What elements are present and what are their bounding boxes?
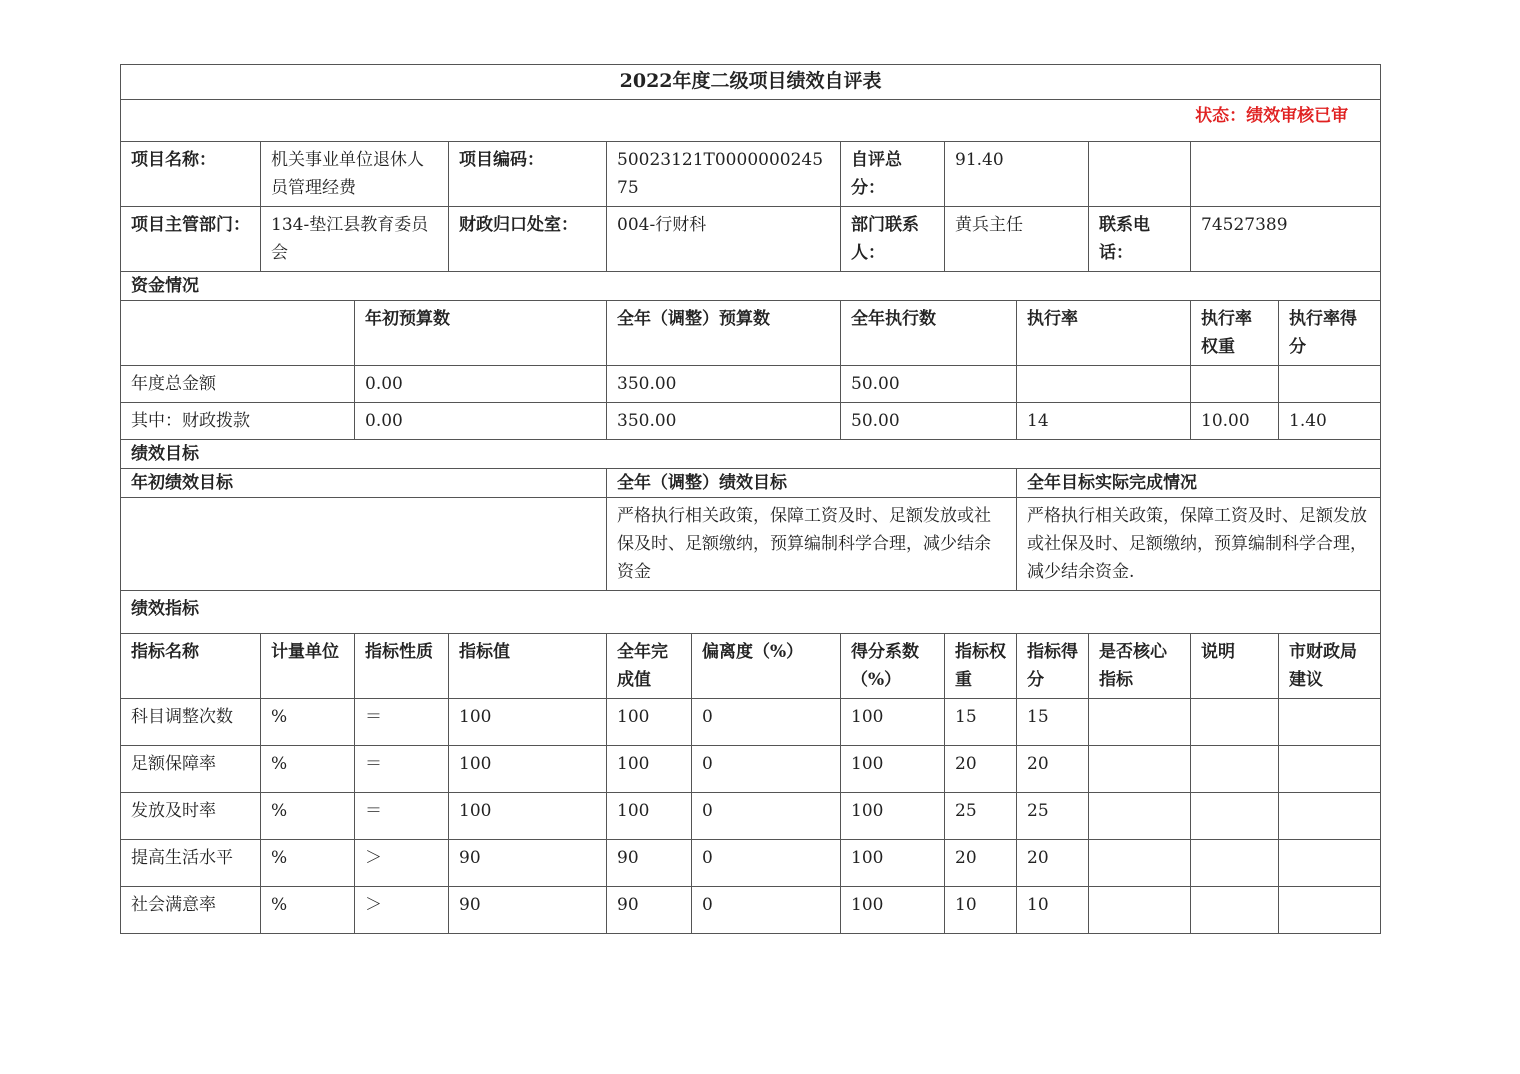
- info-row-2: [121, 207, 1381, 272]
- indicators-section-title: 绩效指标: [121, 591, 1381, 634]
- ind-cell: [1279, 746, 1381, 793]
- ind-cell: 100: [841, 699, 945, 746]
- ind-header: 市财政局建议: [1279, 634, 1381, 699]
- ind-cell: 15: [1017, 699, 1089, 746]
- funds-row-label: 其中：财政拨款: [121, 403, 355, 440]
- funds-score: 1.40: [1279, 403, 1381, 440]
- project-code-value: 50023121T000000024575: [607, 142, 841, 207]
- goals-adjusted-value: 严格执行相关政策，保障工资及时、足额发放或社保及时、足额缴纳，预算编制科学合理，减少结余资金: [607, 498, 1017, 591]
- goals-initial-value: [121, 498, 607, 591]
- ind-header: 计量单位: [261, 634, 355, 699]
- phone-label: 联系电话：: [1089, 207, 1191, 272]
- ind-cell: [1089, 793, 1191, 840]
- ind-cell: [1279, 793, 1381, 840]
- ind-cell: 90: [449, 887, 607, 934]
- goals-initial-label: 年初绩效目标: [121, 469, 607, 498]
- project-name-value: 机关事业单位退休人员管理经费: [261, 142, 449, 207]
- funds-section-title: 资金情况: [121, 272, 1381, 301]
- funds-row: [121, 366, 1381, 403]
- project-code-label: 项目编码：: [449, 142, 607, 207]
- funds-initial: 0.00: [355, 366, 607, 403]
- page-title: 2022年度二级项目绩效自评表: [121, 65, 1381, 100]
- ind-cell: 100: [841, 887, 945, 934]
- ind-header: 指标性质: [355, 634, 449, 699]
- table-row: [121, 746, 1381, 793]
- ind-cell: 25: [1017, 793, 1089, 840]
- ind-cell: %: [261, 699, 355, 746]
- table-row: [121, 887, 1381, 934]
- ind-cell: [1191, 746, 1279, 793]
- ind-cell: 100: [841, 840, 945, 887]
- ind-cell: 20: [945, 746, 1017, 793]
- funds-executed: 50.00: [841, 403, 1017, 440]
- funds-score: [1279, 366, 1381, 403]
- indicators-header-row: [121, 634, 1381, 699]
- funds-executed: 50.00: [841, 366, 1017, 403]
- self-score-value: 91.40: [945, 142, 1089, 207]
- ind-cell: [1191, 793, 1279, 840]
- funds-adjusted: 350.00: [607, 366, 841, 403]
- funds-weight: [1191, 366, 1279, 403]
- project-name-label: 项目名称：: [121, 142, 261, 207]
- ind-cell: 100: [449, 699, 607, 746]
- table-row: [121, 840, 1381, 887]
- info-row-1: [121, 142, 1381, 207]
- funds-header-weight: 执行率权重: [1191, 301, 1279, 366]
- contact-label: 部门联系人：: [841, 207, 945, 272]
- ind-cell: 25: [945, 793, 1017, 840]
- ind-cell: 100: [607, 699, 692, 746]
- ind-cell: 0: [692, 699, 841, 746]
- funds-header-score: 执行率得分: [1279, 301, 1381, 366]
- ind-cell: ＞: [355, 887, 449, 934]
- ind-cell: 90: [449, 840, 607, 887]
- funds-header-row: [121, 301, 1381, 366]
- ind-cell: 100: [449, 793, 607, 840]
- ind-cell: 90: [607, 840, 692, 887]
- ind-cell: 20: [1017, 746, 1089, 793]
- table-row: [121, 793, 1381, 840]
- goals-row: [121, 498, 1381, 591]
- funds-header-rate: 执行率: [1017, 301, 1191, 366]
- ind-cell: %: [261, 840, 355, 887]
- ind-cell: 100: [841, 746, 945, 793]
- ind-cell: 15: [945, 699, 1017, 746]
- ind-header: 指标名称: [121, 634, 261, 699]
- ind-cell: 10: [945, 887, 1017, 934]
- ind-cell: %: [261, 746, 355, 793]
- funds-rate: 14: [1017, 403, 1191, 440]
- empty-cell: [121, 301, 355, 366]
- ind-cell: [1089, 746, 1191, 793]
- ind-cell: 科目调整次数: [121, 699, 261, 746]
- ind-cell: ＞: [355, 840, 449, 887]
- ind-header: 全年完成值: [607, 634, 692, 699]
- ind-cell: %: [261, 793, 355, 840]
- empty-cell: [1191, 142, 1381, 207]
- ind-cell: 10: [1017, 887, 1089, 934]
- funds-row-label: 年度总金额: [121, 366, 355, 403]
- empty-cell: [1089, 142, 1191, 207]
- phone-value: 74527389: [1191, 207, 1381, 272]
- ind-header: 指标值: [449, 634, 607, 699]
- ind-cell: [1191, 699, 1279, 746]
- funds-adjusted: 350.00: [607, 403, 841, 440]
- ind-cell: [1191, 840, 1279, 887]
- ind-cell: 100: [607, 746, 692, 793]
- goals-adjusted-label: 全年（调整）绩效目标: [607, 469, 1017, 498]
- goals-actual-value: 严格执行相关政策，保障工资及时、足额发放或社保及时、足额缴纳，预算编制科学合理，减少结余资金.: [1017, 498, 1381, 591]
- ind-cell: 20: [945, 840, 1017, 887]
- ind-cell: 足额保障率: [121, 746, 261, 793]
- evaluation-table: [120, 64, 1381, 934]
- ind-cell: [1089, 840, 1191, 887]
- ind-cell: [1279, 699, 1381, 746]
- ind-cell: 100: [607, 793, 692, 840]
- ind-cell: 提高生活水平: [121, 840, 261, 887]
- funds-rate: [1017, 366, 1191, 403]
- ind-header: 指标得分: [1017, 634, 1089, 699]
- status-badge: 状态：绩效审核已审: [121, 100, 1381, 142]
- ind-cell: 发放及时率: [121, 793, 261, 840]
- dept-value: 134-垫江县教育委员会: [261, 207, 449, 272]
- ind-cell: 100: [449, 746, 607, 793]
- ind-header: 得分系数（%）: [841, 634, 945, 699]
- funds-initial: 0.00: [355, 403, 607, 440]
- funds-row: [121, 403, 1381, 440]
- ind-cell: 100: [841, 793, 945, 840]
- ind-cell: 0: [692, 840, 841, 887]
- ind-cell: 社会满意率: [121, 887, 261, 934]
- performance-evaluation-sheet: [120, 64, 1380, 934]
- funds-header-adjusted: 全年（调整）预算数: [607, 301, 841, 366]
- ind-cell: %: [261, 887, 355, 934]
- ind-cell: [1279, 887, 1381, 934]
- funds-weight: 10.00: [1191, 403, 1279, 440]
- goals-actual-label: 全年目标实际完成情况: [1017, 469, 1381, 498]
- ind-cell: 90: [607, 887, 692, 934]
- ind-header: 是否核心指标: [1089, 634, 1191, 699]
- dept-label: 项目主管部门：: [121, 207, 261, 272]
- ind-header: 偏离度（%）: [692, 634, 841, 699]
- ind-cell: [1191, 887, 1279, 934]
- goals-header-row: [121, 469, 1381, 498]
- ind-cell: [1089, 887, 1191, 934]
- funds-header-executed: 全年执行数: [841, 301, 1017, 366]
- ind-header: 指标权重: [945, 634, 1017, 699]
- finance-value: 004-行财科: [607, 207, 841, 272]
- ind-cell: [1089, 699, 1191, 746]
- finance-label: 财政归口处室：: [449, 207, 607, 272]
- ind-cell: 0: [692, 746, 841, 793]
- funds-header-initial: 年初预算数: [355, 301, 607, 366]
- table-row: [121, 699, 1381, 746]
- goals-section-title: 绩效目标: [121, 440, 1381, 469]
- ind-cell: [1279, 840, 1381, 887]
- ind-cell: ＝: [355, 699, 449, 746]
- ind-cell: 0: [692, 793, 841, 840]
- self-score-label: 自评总分：: [841, 142, 945, 207]
- ind-cell: ＝: [355, 793, 449, 840]
- contact-value: 黄兵主任: [945, 207, 1089, 272]
- ind-cell: ＝: [355, 746, 449, 793]
- ind-cell: 0: [692, 887, 841, 934]
- ind-header: 说明: [1191, 634, 1279, 699]
- ind-cell: 20: [1017, 840, 1089, 887]
